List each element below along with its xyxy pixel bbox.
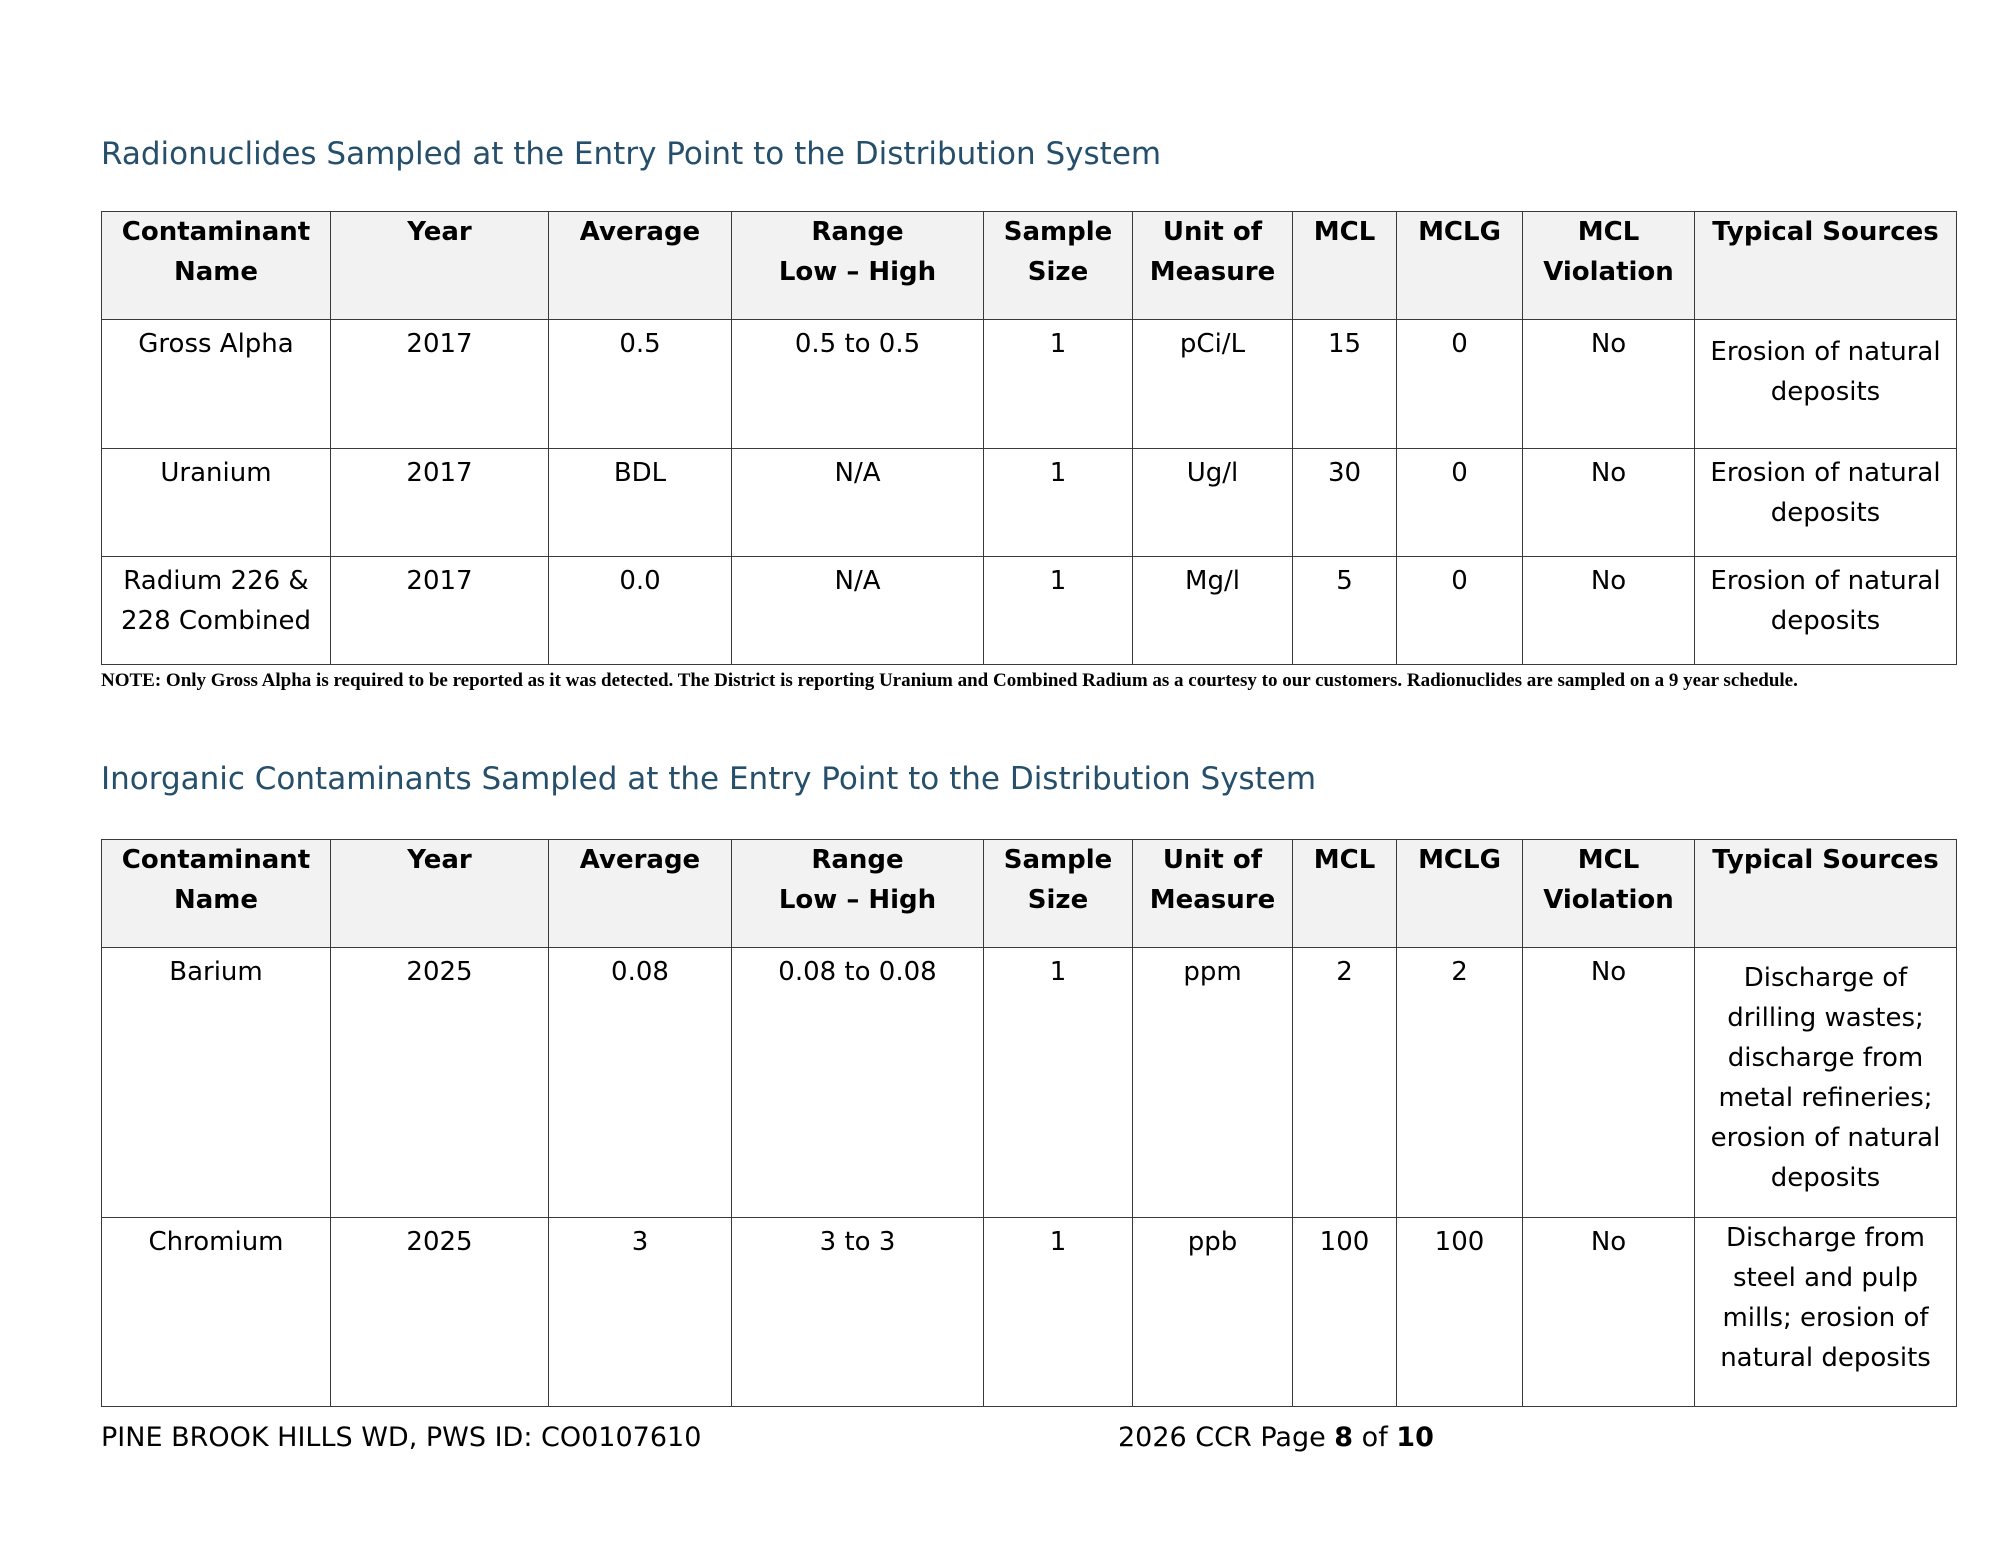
table-row [102,948,1957,1218]
page-prefix: 2026 CCR Page [1118,1422,1335,1453]
column-header: Unit of Measure [1133,212,1293,320]
column-header: MCL Violation [1523,212,1695,320]
cell-sources: Erosion of natural deposits [1695,320,1957,449]
column-header: Typical Sources [1695,212,1957,320]
radionuclides-title: Radionuclides Sampled at the Entry Point to the Distribution System [101,136,1162,172]
cell-unit: ppm [1133,948,1293,1218]
cell-sources: Erosion of natural deposits [1695,449,1957,557]
column-header: Average [549,212,732,320]
cell-sample-size: 1 [984,1218,1133,1407]
inorganic-table [101,839,1957,1407]
cell-unit: Ug/l [1133,449,1293,557]
cell-average: 0.08 [549,948,732,1218]
column-header: Year [331,212,549,320]
footer-system-id: PINE BROOK HILLS WD, PWS ID: CO0107610 [101,1422,702,1453]
current-page: 8 [1334,1422,1354,1453]
table-row [102,449,1957,557]
cell-year: 2017 [331,449,549,557]
column-header: Year [331,840,549,948]
inorganic-title: Inorganic Contaminants Sampled at the Entry Point to the Distribution System [101,761,1317,797]
cell-year: 2017 [331,557,549,665]
cell-year: 2025 [331,948,549,1218]
column-header: Typical Sources [1695,840,1957,948]
cell-mclg: 100 [1397,1218,1523,1407]
cell-year: 2025 [331,1218,549,1407]
cell-sample-size: 1 [984,948,1133,1218]
cell-violation: No [1523,1218,1695,1407]
radionuclides-note: NOTE: Only Gross Alpha is required to be reported as it was detected. The District is reporting Uranium and Combined Radium as a courtesy to our customers. Radionuclides are sampled on a 9 year schedule. [101,670,1798,691]
table-header-row [102,840,1957,948]
cell-contaminant: Uranium [102,449,331,557]
column-header: Sample Size [984,212,1133,320]
cell-unit: pCi/L [1133,320,1293,449]
cell-contaminant: Chromium [102,1218,331,1407]
cell-sample-size: 1 [984,320,1133,449]
cell-sample-size: 1 [984,449,1133,557]
cell-mclg: 0 [1397,449,1523,557]
cell-sources: Discharge of drilling wastes; discharge from metal refineries; erosion of natural deposits [1695,948,1957,1218]
cell-average: 0.0 [549,557,732,665]
cell-mcl: 2 [1293,948,1397,1218]
column-header: MCL [1293,212,1397,320]
column-header: Unit of Measure [1133,840,1293,948]
cell-range: N/A [732,557,984,665]
cell-violation: No [1523,948,1695,1218]
cell-mcl: 100 [1293,1218,1397,1407]
column-header: Range Low – High [732,840,984,948]
cell-unit: ppb [1133,1218,1293,1407]
column-header: MCLG [1397,840,1523,948]
cell-mcl: 30 [1293,449,1397,557]
column-header: Sample Size [984,840,1133,948]
cell-sources: Erosion of natural deposits [1695,557,1957,665]
radionuclides-table [101,211,1957,665]
cell-violation: No [1523,449,1695,557]
column-header: MCL [1293,840,1397,948]
cell-mclg: 0 [1397,557,1523,665]
cell-sources: Discharge from steel and pulp mills; erosion of natural deposits [1695,1218,1957,1407]
cell-range: 3 to 3 [732,1218,984,1407]
column-header: Contaminant Name [102,840,331,948]
cell-average: 0.5 [549,320,732,449]
cell-average: 3 [549,1218,732,1407]
cell-sample-size: 1 [984,557,1133,665]
cell-contaminant: Gross Alpha [102,320,331,449]
cell-mclg: 0 [1397,320,1523,449]
column-header: Range Low – High [732,212,984,320]
cell-mcl: 5 [1293,557,1397,665]
cell-mcl: 15 [1293,320,1397,449]
total-pages: 10 [1396,1422,1434,1453]
column-header: MCL Violation [1523,840,1695,948]
cell-violation: No [1523,557,1695,665]
cell-range: N/A [732,449,984,557]
column-header: MCLG [1397,212,1523,320]
cell-range: 0.08 to 0.08 [732,948,984,1218]
cell-violation: No [1523,320,1695,449]
table-row [102,1218,1957,1407]
column-header: Average [549,840,732,948]
table-row [102,320,1957,449]
cell-mclg: 2 [1397,948,1523,1218]
page-of: of [1353,1422,1397,1453]
cell-average: BDL [549,449,732,557]
column-header: Contaminant Name [102,212,331,320]
cell-unit: Mg/l [1133,557,1293,665]
table-row [102,557,1957,665]
cell-contaminant: Radium 226 & 228 Combined [102,557,331,665]
footer-page-number [1118,1422,1434,1453]
cell-year: 2017 [331,320,549,449]
cell-range: 0.5 to 0.5 [732,320,984,449]
table-header-row [102,212,1957,320]
cell-contaminant: Barium [102,948,331,1218]
